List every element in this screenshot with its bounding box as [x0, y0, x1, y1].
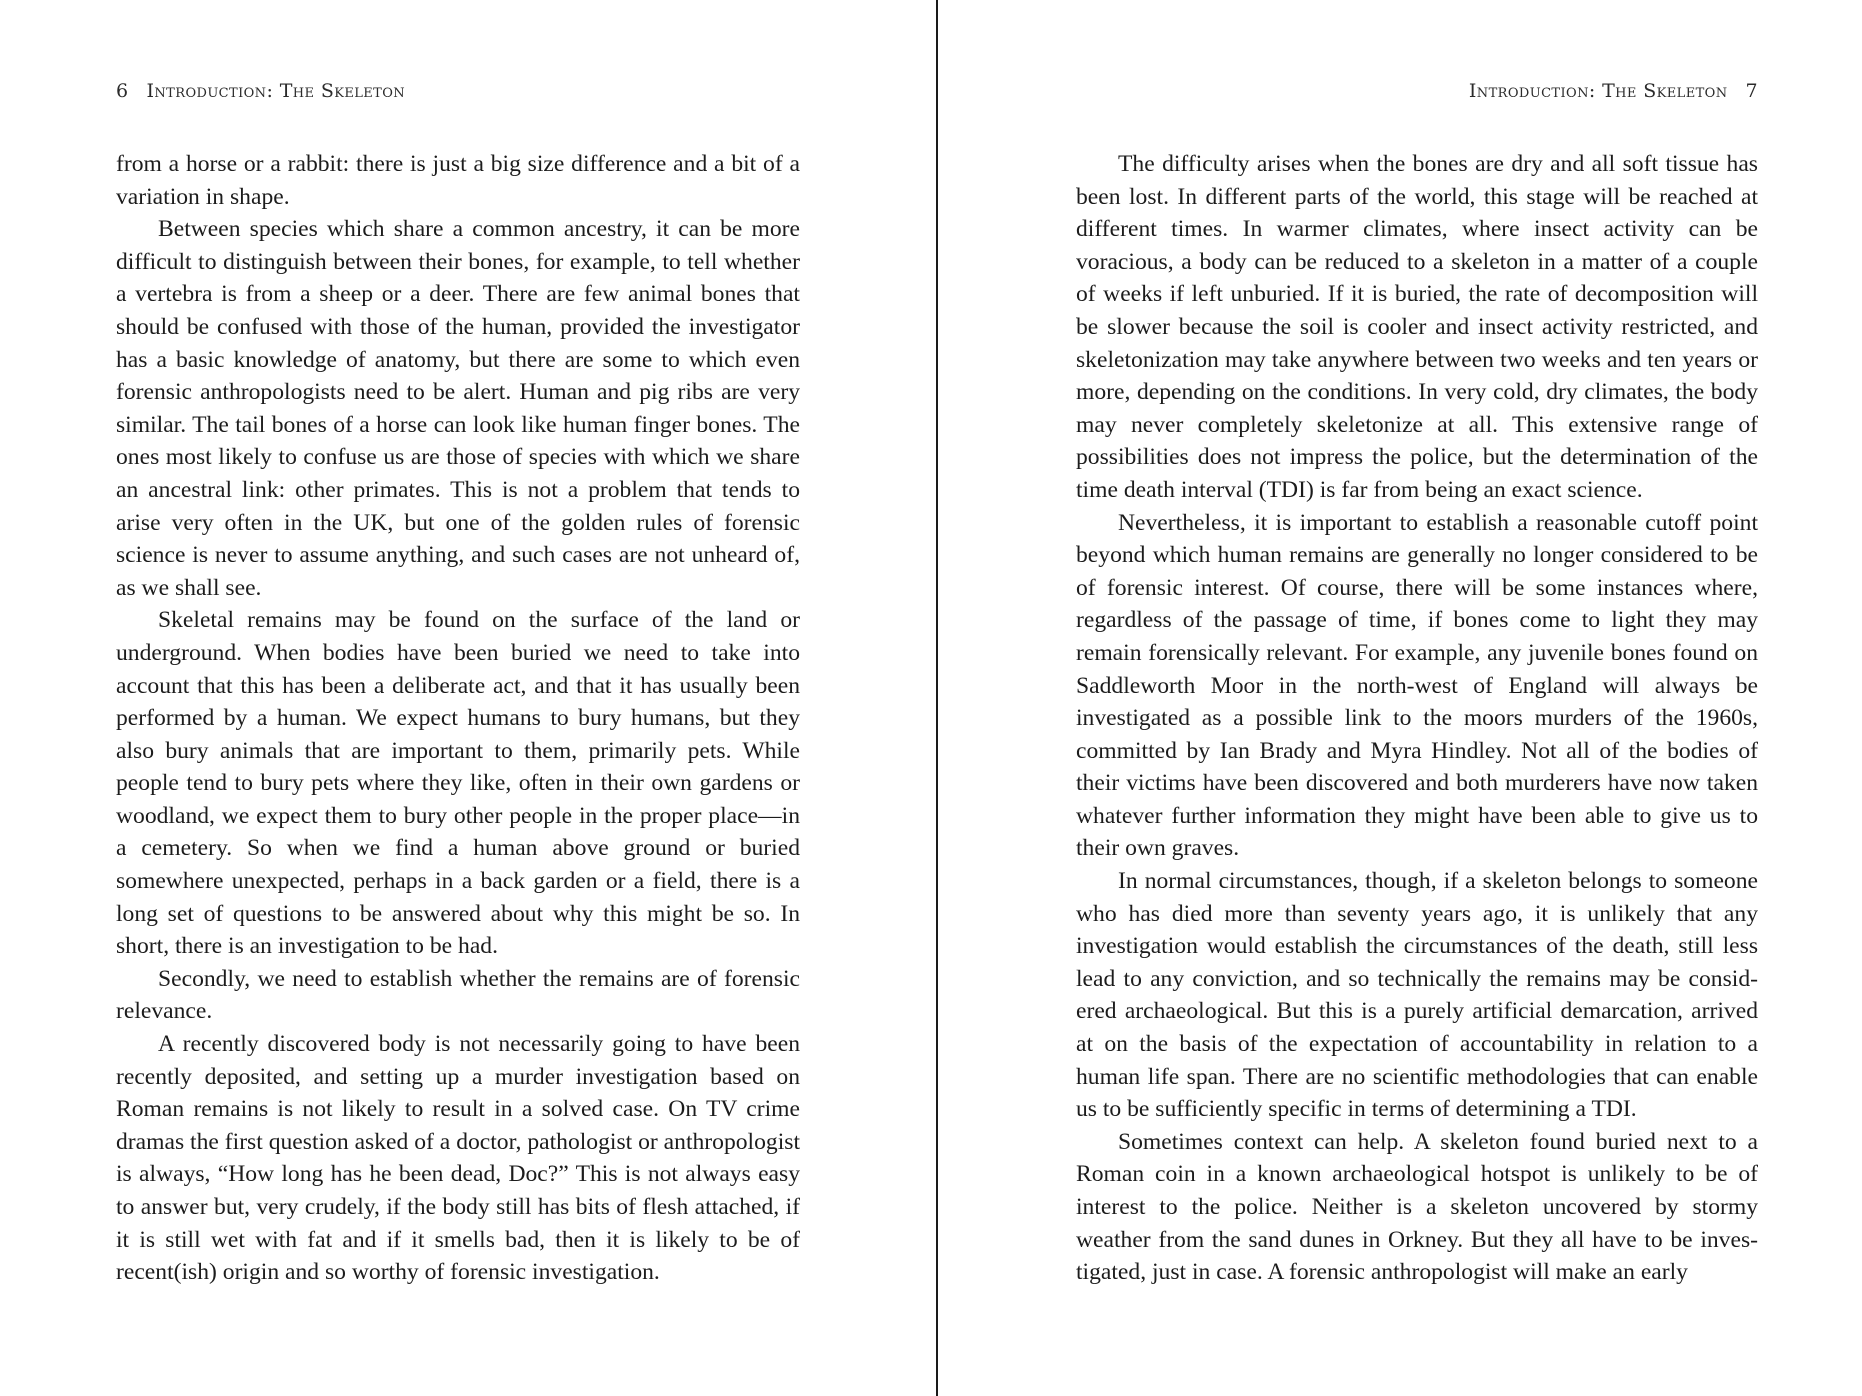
- paragraph: Nevertheless, it is important to establish a reasonable cutoff point beyond which human remains are generally no longer considered to be of forensic interest. Of course, there will be some instances where, regardless of the passage of time, if bones come to light they may remain forensically relevant. For example, any juvenile bones found on Saddleworth Moor in the north-west of England will always be investigated as a possible link to the moors murders of the 1960s, committed by Ian Brady and Myra Hindley. Not all of the bodies of their victims have been discovered and both murderers have now taken whatever further information they might have been able to give us to their own graves.: [1076, 509, 1758, 862]
- paragraph: Secondly, we need to establish whether the remains are of forensic relevance.: [116, 965, 800, 1025]
- paragraph: Sometimes context can help. A skeleton found buried next to a Roman coin in a known archaeological hotspot is unlikely to be of interest to the police. Neither is a skeleton uncovered by stormy weather from the sand dunes in Orkney. But they all have to be investigated, just in case. A forensic anthropologist will make an early: [1076, 1128, 1758, 1286]
- right-page-number: 7: [1745, 80, 1758, 102]
- paragraph: Between species which share a common ancestry, it can be more difficult to distinguish between their bones, for example, to tell whether a vertebra is from a sheep or a deer. There are few animal bones that should be confused with those of the human, provided the investigator has a basic knowledge of anatomy, but there are some to which even forensic anthropologists need to be alert. Human and pig ribs are very similar. The tail bones of a horse can look like human finger bones. The ones most likely to confuse us are those of species with which we share an ancestral link: other primates. This is not a problem that tends to arise very often in the UK, but one of the golden rules of forensic science is never to assume anything, and such cases are not unheard of, as we shall see.: [116, 216, 800, 601]
- paragraph: The difficulty arises when the bones are dry and all soft tissue has been lost. In different parts of the world, this stage will be reached at different times. In warmer climates, where insect activity can be voracious, a body can be reduced to a skeleton in a matter of a couple of weeks if left unburied. If it is buried, the rate of decomposition will be slower because the soil is cooler and insect activity restricted, and skeletonization may take anywhere between two weeks and ten years or more, depending on the conditions. In very cold, dry climates, the body may never completely skeletonize at all. This extensive range of possibilities does not impress the police, but the determination of the time death interval (TDI) is far from being an exact science.: [1076, 151, 1758, 503]
- left-body-text: [116, 148, 800, 1289]
- right-body-text: [1076, 148, 1758, 1289]
- paragraph: from a horse or a rabbit: there is just a big size difference and a bit of a variation in shape.: [116, 151, 800, 210]
- left-running-head-title: Introduction: The Skeleton: [146, 80, 406, 102]
- paragraph: Skeletal remains may be found on the surface of the land or underground. When bodies have been buried we need to take into account that this has been a deliberate act, and that it has usually been performed by a human. We expect humans to bury humans, but they also bury animals that are important to them, primarily pets. While people tend to bury pets where they like, often in their own gardens or woodland, we expect them to bury other people in the proper place—in a cemetery. So when we find a human above ground or buried somewhere unexpected, perhaps in a back garden or a field, there is a long set of questions to be answered about why this might be so. In short, there is an investigation to be had.: [116, 607, 800, 960]
- left-page-number: 6: [116, 80, 129, 102]
- right-running-head: [1469, 80, 1758, 102]
- right-page: [938, 0, 1862, 1396]
- left-running-head: [116, 80, 405, 102]
- right-running-head-title: Introduction: The Skeleton: [1468, 80, 1728, 102]
- paragraph: A recently discovered body is not necessarily going to have been recently deposited, and setting up a murder investigation based on Roman remains is not likely to result in a solved case. On TV crime dramas the first question asked of a doctor, pathologist or anthropologist is always, “How long has he been dead, Doc?” This is not always easy to answer but, very crudely, if the body still has bits of flesh attached, if it is still wet with fat and if it smells bad, then it is likely to be of recent(ish) origin and so worthy of forensic investigation.: [116, 1031, 800, 1286]
- paragraph: In normal circumstances, though, if a skeleton belongs to someone who has died more than seventy years ago, it is unlikely that any investigation would establish the circumstances of the death, still less lead to any conviction, and so technically the remains may be considered archaeological. But this is a purely artificial demarcation, arrived at on the basis of the expectation of accountability in relation to a human life span. There are no scientific methodologies that can enable us to be sufficiently specific in terms of determining a TDI.: [1076, 868, 1758, 1123]
